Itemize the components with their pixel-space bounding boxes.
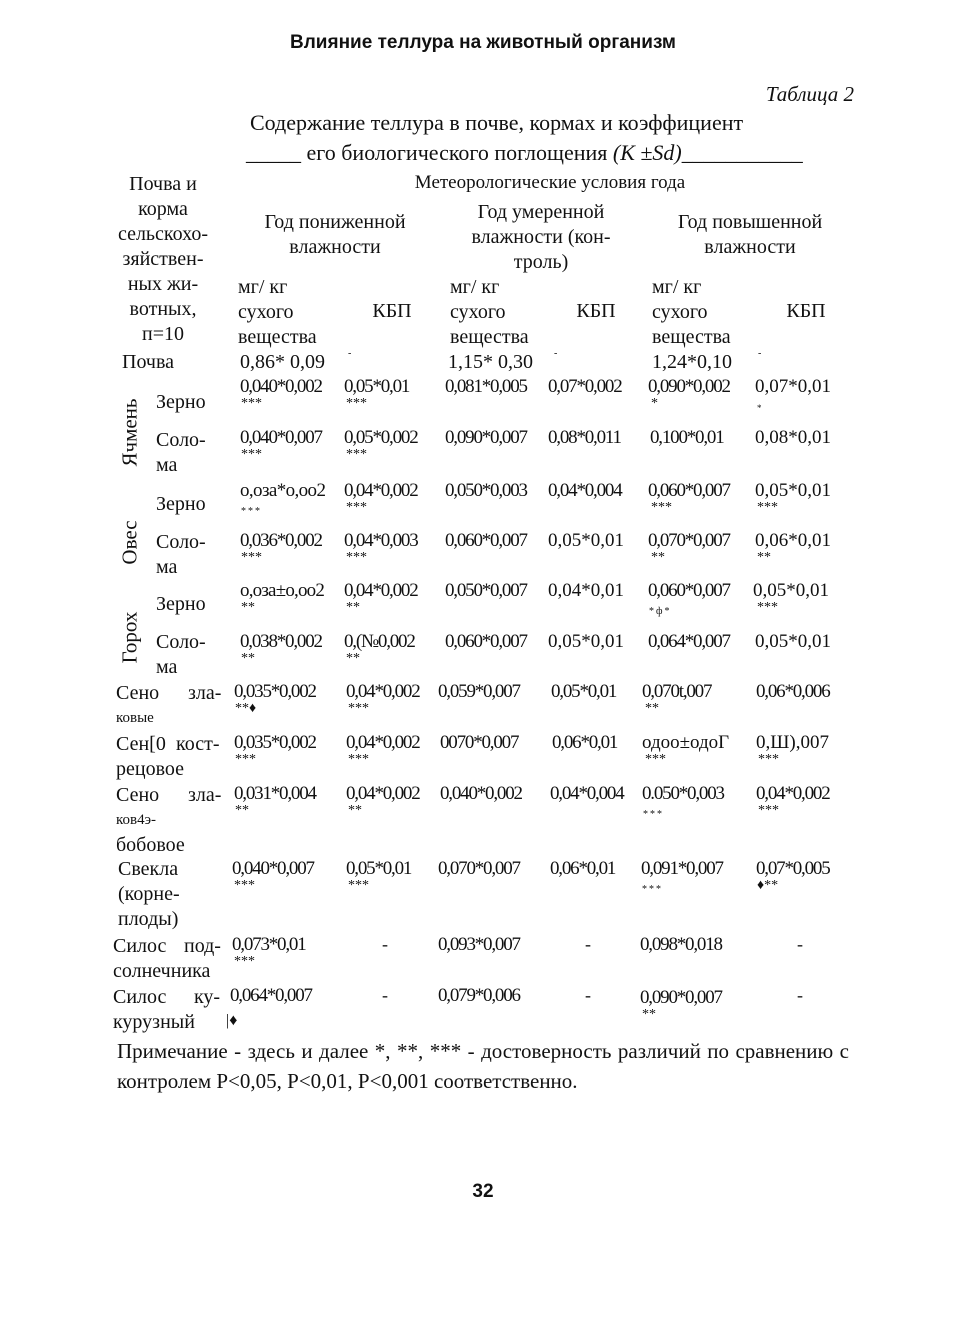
cell: 0,04*0,002 [346, 783, 420, 804]
table-caption-line2 [246, 140, 803, 166]
cell-stars: ** [642, 1007, 656, 1022]
col-header-mg-3: мг/ кг сухого вещества [652, 276, 731, 348]
row-label-soil: Почва [122, 351, 175, 373]
cell: 0,05*0,01 [548, 530, 624, 551]
cell: 0,040*0,002 [240, 376, 322, 397]
cell: о,оза*о,оо2 [240, 480, 326, 501]
cell: 0,098*0,018 [640, 934, 722, 955]
cell: 0,040*0,007 [232, 858, 314, 879]
col-header-mg-1: мг/ кг сухого вещества [238, 276, 317, 348]
cell-stars: *** [758, 752, 779, 767]
row-label-c: рецовое [116, 758, 185, 780]
cell: 0,04*0,002 [344, 580, 418, 601]
cell-stars: *** [241, 550, 262, 565]
cell: - [348, 348, 352, 359]
cell-stars: * [651, 396, 658, 411]
cell-stars: *** [645, 752, 666, 767]
row-label-d: бобовое [116, 834, 185, 856]
cell: 0,050*0,003 [445, 480, 527, 501]
cell: 0,100*0,01 [650, 427, 724, 448]
cell-stars: *** [651, 500, 672, 515]
cell: 1,15* 0,30 [448, 351, 533, 373]
cell: 0,08*0,011 [548, 427, 621, 448]
group-label-barley: Ячмень [117, 398, 142, 467]
page-number: 32 [472, 1181, 494, 1202]
cell: - [585, 985, 591, 1005]
cell: 0070*0,007 [440, 732, 519, 753]
cell-stars: ** [651, 550, 665, 565]
row-label-mark: |♦ [226, 1012, 238, 1029]
row-label: Соло-ма [156, 531, 206, 578]
cell: 0,04*0,002 [346, 681, 420, 702]
cell-stars: ** [241, 600, 255, 615]
cell: 0,05*0,01 [344, 376, 410, 397]
row-label: Зерно [156, 493, 206, 515]
cell: о,оза±о,оо2 [240, 580, 325, 601]
col-header-mg-2: мг/ кг сухого вещества [450, 276, 529, 348]
cell: 0,064*0,007 [230, 985, 312, 1006]
cell: 0,081*0,005 [445, 376, 527, 397]
cell-stars: *** [346, 550, 367, 565]
cell: - [382, 934, 388, 954]
row-label-b: кост- [176, 733, 220, 755]
row-label-c: ковые [116, 710, 154, 726]
cell: 0,86* 0,09 [240, 351, 325, 373]
table-label: Таблица 2 [765, 82, 854, 106]
cell: 0,090*0,007 [445, 427, 527, 448]
cell: 0,04*0,002 [756, 783, 830, 804]
cell: - [797, 934, 803, 954]
cell: 1,24*0,10 [652, 351, 732, 373]
cell: 0,07*0,005 [756, 858, 830, 879]
cell: 0,090*0,002 [648, 376, 730, 397]
row-label: Свекла (корне-плоды) [118, 858, 180, 930]
cell: 0,073*0,01 [232, 934, 306, 955]
cell: 0,04*0,01 [548, 580, 624, 601]
cell-stars: * [757, 403, 762, 413]
cell-stars: *** [235, 752, 256, 767]
cell: 0,064*0,007 [648, 631, 730, 652]
cell: 0,093*0,007 [438, 934, 520, 955]
cell-stars: **♦ [235, 701, 257, 716]
cell: 0,035*0,002 [234, 732, 316, 753]
cell: 0,031*0,004 [234, 783, 316, 804]
row-label-c: курузный [113, 1011, 195, 1033]
cell-stars: ** [241, 651, 255, 666]
row-label-a: Сено [116, 682, 160, 704]
cell: 0,05*0,01 [755, 480, 831, 501]
cell-stars: ** [348, 803, 362, 818]
cell: - [758, 348, 762, 359]
caption-prefix: _____ его биологического поглощения [246, 140, 613, 165]
cell: 0.050*0,003 [642, 783, 724, 804]
cell: 0,06*0,01 [552, 732, 618, 753]
row-label: Соло-ма [156, 631, 206, 678]
cell-stars: ** [346, 600, 360, 615]
cell: 0,05*0,002 [344, 427, 418, 448]
cell-stars: ** [645, 701, 659, 716]
cell-stars: ** [235, 803, 249, 818]
cell: 0,070t,007 [642, 681, 712, 702]
row-label-c: солнечника [113, 960, 211, 982]
group-header: Метеорологические условия года [414, 172, 686, 193]
cell: 0,059*0,007 [438, 681, 520, 702]
cell-stars: *** [642, 884, 663, 895]
cell-stars: *** [234, 878, 255, 893]
cell: 0,04*0,002 [346, 732, 420, 753]
cell: 0,079*0,006 [438, 985, 520, 1006]
caption-formula: (К ±Sd) [612, 140, 682, 165]
cell: 0,04*0,003 [344, 530, 418, 551]
cell: 0,07*0,01 [755, 376, 831, 397]
row-label-a: Сен[0 [116, 733, 166, 755]
cell: 0,05*0,01 [548, 631, 624, 652]
corner-header: Почва и корма сельскохо-зяйствен-ных жи-вотных, п=10 [117, 173, 209, 345]
cell: 0,090*0,007 [640, 987, 722, 1008]
row-label-b: зла- [188, 682, 222, 704]
cell-stars: *** [241, 447, 262, 462]
row-label: Зерно [156, 593, 206, 615]
cell: 0,05*0,01 [551, 681, 617, 702]
cell: - [585, 934, 591, 954]
running-title: Влияние теллура на животный организм [290, 32, 676, 53]
cell: 0,036*0,002 [240, 530, 322, 551]
caption-suffix: ___________ [681, 140, 803, 165]
cell-stars: *** [348, 878, 369, 893]
cell: 0,091*0,007 [641, 858, 723, 879]
cell: 0,04*0,002 [344, 480, 418, 501]
cell-stars: *** [346, 500, 367, 515]
row-label-a: Силос [113, 935, 167, 957]
cell-stars: *** [234, 954, 255, 969]
cell-stars: *** [241, 506, 262, 517]
row-label-b: зла- [188, 784, 222, 806]
cell: 0,070*0,007 [438, 858, 520, 879]
period-header-low: Год пониженной влажности [264, 211, 406, 258]
cell: 0,05*0,01 [346, 858, 412, 879]
cell-stars: *** [758, 803, 779, 818]
cell: 0,060*0,007 [648, 480, 730, 501]
cell: 0,038*0,002 [240, 631, 322, 652]
cell-stars: *** [346, 396, 367, 411]
cell-stars: *** [346, 447, 367, 462]
cell: одоо±одоГ [642, 732, 730, 753]
period-header-moderate: Год умеренной влажности (кон-троль) [471, 201, 611, 273]
cell: - [797, 985, 803, 1005]
cell-stars: *** [757, 600, 778, 615]
row-label-b: ку- [194, 986, 221, 1008]
cell: 0,040*0,007 [240, 427, 322, 448]
cell-stars: *** [643, 809, 664, 820]
cell: - [554, 348, 558, 359]
cell-stars: *** [241, 396, 262, 411]
table-note: Примечание - здесь и далее *, **, *** - достоверность различий по сравнению с контролем Р<0,05, Р<0,01, Р<0,001 соответственно. [117, 1039, 849, 1093]
row-label-a: Сено [116, 784, 160, 806]
cell-stars: *** [757, 500, 778, 515]
cell-stars: ** [757, 550, 771, 565]
row-label-a: Силос [113, 986, 167, 1008]
row-label-c: ков4э- [116, 812, 157, 828]
cell: 0,08*0,01 [755, 427, 831, 448]
row-label: Зерно [156, 391, 206, 413]
cell: 0,06*0,01 [755, 530, 831, 551]
cell: 0,05*0,01 [755, 631, 831, 652]
cell-stars: ♦** [757, 878, 779, 893]
cell-stars: *** [348, 752, 369, 767]
cell: 0,035*0,002 [234, 681, 316, 702]
cell: - [382, 985, 388, 1005]
cell: 0,Ш),007 [756, 732, 829, 753]
cell: 0,(№0,002 [344, 631, 415, 652]
cell-stars: *** [348, 701, 369, 716]
group-label-peas: Горох [117, 611, 142, 664]
cell-stars: *ф* [649, 606, 672, 617]
cell: 0,07*0,002 [548, 376, 622, 397]
cell: 0,060*0,007 [445, 631, 527, 652]
col-header-kbp-3: КБП [786, 300, 826, 322]
cell: 0,06*0,01 [550, 858, 616, 879]
group-label-oats: Овес [117, 520, 142, 565]
period-header-high: Год повышенной влажности [677, 211, 823, 258]
cell: 0,060*0,007 [648, 580, 730, 601]
col-header-kbp-2: КБП [576, 300, 616, 322]
table-caption-line1: Содержание теллура в почве, кормах и коэффициент [250, 110, 744, 135]
cell: 0,05*0,01 [753, 580, 829, 601]
cell: 0,060*0,007 [445, 530, 527, 551]
cell: 0,06*0,006 [756, 681, 830, 702]
col-header-kbp-1: КБП [372, 300, 412, 322]
cell: 0,04*0,004 [550, 783, 624, 804]
cell: 0,040*0,002 [440, 783, 522, 804]
cell-stars: ** [346, 651, 360, 666]
row-label-b: под- [184, 935, 221, 957]
cell: 0,04*0,004 [548, 480, 622, 501]
row-label: Соло-ма [156, 429, 206, 476]
cell: 0,050*0,007 [445, 580, 527, 601]
cell: 0,070*0,007 [648, 530, 730, 551]
